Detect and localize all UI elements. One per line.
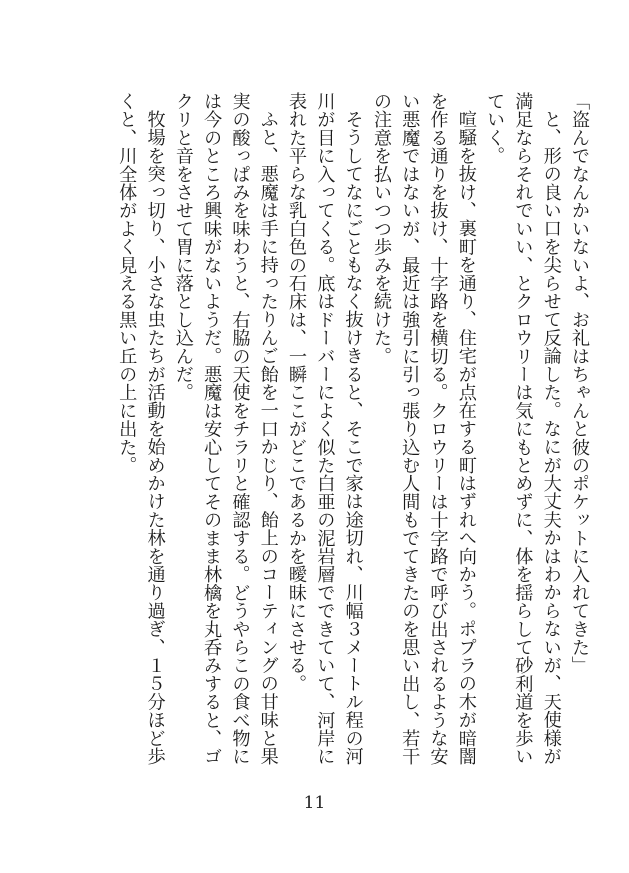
paragraph-dialogue: 「盗んでなんかいないよ、お礼はちゃんと彼のポケットに入れてきた」: [569, 92, 590, 675]
page-number: 11: [303, 793, 326, 813]
paragraph: と、形の良い口を尖らせて反論した。なにが大丈夫かはわからないが、天使様が満足ならそれでいい、とクロウリーは気にもとめずに、体を揺らして砂利道を歩いていく。: [484, 92, 562, 766]
paragraph: ふと、悪魔は手に持ったりんご飴を一口かじり、飴上のコーティングの甘味と果実の酸っぱみを味わうと、右脇の天使をチラリと確認する。どうやらこの食べ物には今のところ興味がないようだ。悪魔は安心してそのまま林檎を丸呑みすると、ゴクリと音をさせて胃に落とし込んだ。: [172, 92, 279, 766]
vertical-text-body: [33, 92, 593, 782]
paragraph: 牧場を突っ切り、小さな虫たちが活動を始めかけた林を通り過ぎ、１５分ほど歩くと、川全体がよく見える黒い丘の上に出た。: [116, 92, 166, 766]
paragraph: そうしてなにごともなく抜けきると、そこで家は途切れ、川幅３メートル程の河川が目に入ってくる。底はドーバーによく似た白亜の泥岩層でできていて、河岸に表れた平らな乳白色の石床は、一瞬ここがどこであるかを曖昧にさせる。: [286, 92, 364, 766]
paragraph: 喧騒を抜け、裏町を通り、住宅が点在する町はずれへ向かう。ポプラの木が暗闇を作る通りを抜け、十字路を横切る。クロウリーは十字路で呼び出されるような安い悪魔ではないが、最近は強引に引っ張り込む人間もでてきたのを思い出し、若干の注意を払いつつ歩みを続けた。: [370, 92, 477, 766]
